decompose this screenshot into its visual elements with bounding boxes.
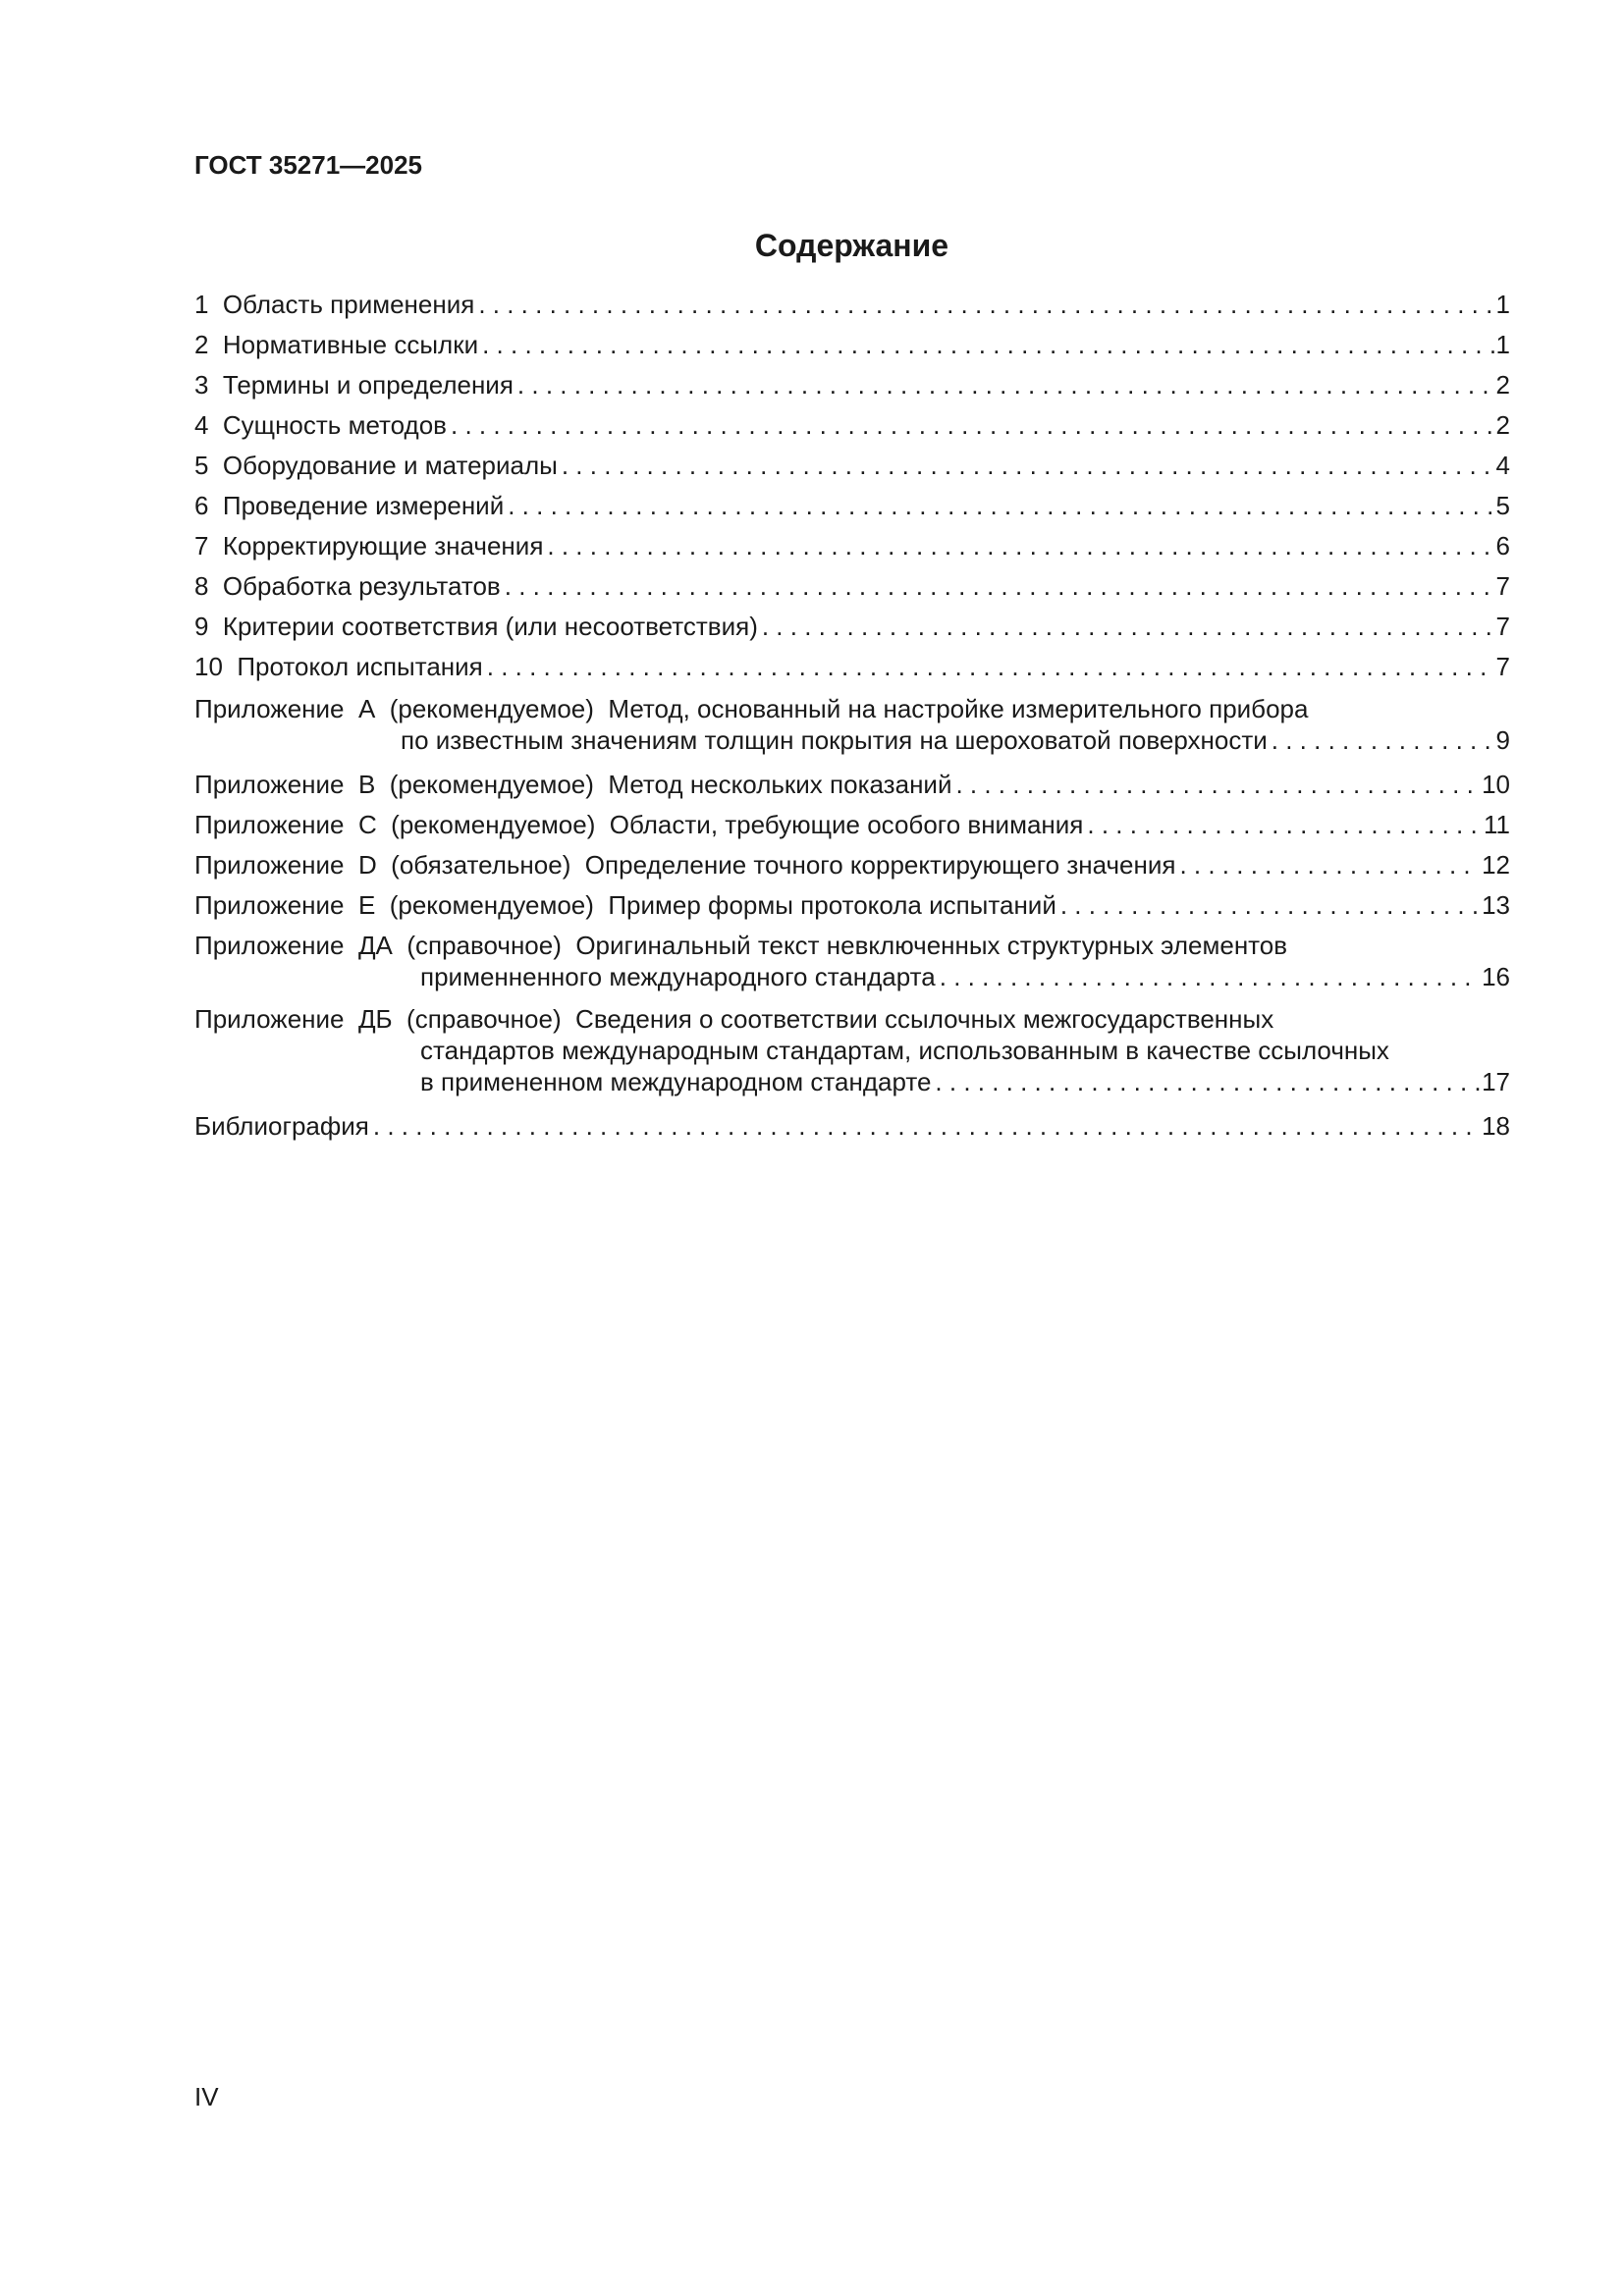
toc-entry-page: 5 bbox=[1495, 491, 1510, 520]
toc-entry-title-cont: применненного международного стандарта bbox=[420, 962, 936, 991]
toc-entry-title: 1 Область применения bbox=[194, 290, 475, 319]
toc-entry[interactable] bbox=[194, 651, 1510, 682]
toc-entry-page: 7 bbox=[1495, 612, 1510, 641]
toc-entry-title: 2 Нормативные ссылки bbox=[194, 330, 479, 359]
toc-entry-title: 8 Обработка результатов bbox=[194, 571, 501, 601]
document-code: ГОСТ 35271—2025 bbox=[194, 150, 422, 180]
toc-leader-dots bbox=[936, 961, 1480, 992]
toc-entry-annex-b[interactable] bbox=[194, 769, 1510, 800]
toc-leader-dots bbox=[514, 369, 1494, 400]
toc-entry[interactable] bbox=[194, 369, 1510, 400]
toc-title: Содержание bbox=[754, 228, 949, 263]
toc-entry-bibliography[interactable] bbox=[194, 1110, 1510, 1142]
toc-entry-page: 7 bbox=[1495, 571, 1510, 601]
toc-entry-title: 7 Корректирующие значения bbox=[194, 531, 544, 561]
toc-entry-page: 9 bbox=[1495, 725, 1510, 755]
toc-entry-title: 3 Термины и определения bbox=[194, 370, 514, 400]
toc-entry-title: 4 Сущность методов bbox=[194, 410, 447, 440]
toc-entry[interactable] bbox=[194, 611, 1510, 642]
toc-entry-page: 1 bbox=[1495, 290, 1510, 319]
toc-entry-title: Приложение Е (рекомендуемое) Пример формы протокола испытаний bbox=[194, 890, 1056, 920]
toc-entry-title: Приложение В (рекомендуемое) Метод нескольких показаний bbox=[194, 770, 952, 799]
toc-entry-title: Приложение D (обязательное) Определение точного корректирующего значения bbox=[194, 850, 1176, 880]
toc-entry-page: 17 bbox=[1482, 1067, 1510, 1096]
toc-entry[interactable] bbox=[194, 490, 1510, 521]
toc-entry-title: Приложение С (рекомендуемое) Области, требующие особого внимания bbox=[194, 810, 1084, 839]
toc-entry-title-cont: стандартов международным стандартам, использованным в качестве ссылочных bbox=[420, 1036, 1389, 1065]
toc-leader-dots bbox=[504, 490, 1493, 521]
toc-leader-dots bbox=[1083, 809, 1482, 840]
toc-entry-page: 7 bbox=[1495, 652, 1510, 681]
toc-entry-page: 16 bbox=[1482, 962, 1510, 991]
toc-leader-dots bbox=[369, 1110, 1480, 1142]
toc-leader-dots bbox=[1056, 889, 1480, 921]
toc-entry-title: Приложение А (рекомендуемое) Метод, основанный на настройке измерительного прибора bbox=[194, 694, 1309, 723]
toc-entry[interactable] bbox=[194, 409, 1510, 441]
toc-entry[interactable] bbox=[194, 450, 1510, 481]
toc-entry-annex-da[interactable] bbox=[194, 930, 1510, 992]
toc-leader-dots bbox=[478, 329, 1493, 360]
toc-entry-title: 6 Проведение измерений bbox=[194, 491, 505, 520]
toc-entry-title: Приложение ДБ (справочное) Сведения о соответствии ссылочных межгосударственных bbox=[194, 1004, 1274, 1034]
toc-entry-page: 1 bbox=[1495, 330, 1510, 359]
toc-entry-page: 11 bbox=[1484, 810, 1510, 839]
toc-entry-title: Библиография bbox=[194, 1111, 369, 1141]
toc-entry-title: Приложение ДА (справочное) Оригинальный текст невключенных структурных элементов bbox=[194, 931, 1288, 960]
toc-leader-dots bbox=[543, 530, 1493, 561]
toc-entry-title-cont: в примененном международном стандарте bbox=[420, 1067, 932, 1096]
toc-entry-annex-c[interactable] bbox=[194, 809, 1510, 840]
toc-leader-dots bbox=[501, 570, 1494, 602]
toc-entry-title: 5 Оборудование и материалы bbox=[194, 451, 558, 480]
toc-entry-annex-e[interactable] bbox=[194, 889, 1510, 921]
toc-leader-dots bbox=[1268, 724, 1494, 756]
toc-leader-dots bbox=[1175, 849, 1480, 881]
toc-entry[interactable] bbox=[194, 329, 1510, 360]
toc-entry-annex-a[interactable] bbox=[194, 693, 1510, 756]
toc-entry-title: 9 Критерии соответствия (или несоответствия) bbox=[194, 612, 758, 641]
toc-leader-dots bbox=[951, 769, 1480, 800]
toc-entry-page: 18 bbox=[1482, 1111, 1510, 1141]
toc-entry-page: 13 bbox=[1482, 890, 1510, 920]
toc-entry-page: 12 bbox=[1482, 850, 1510, 880]
toc-entry[interactable] bbox=[194, 289, 1510, 320]
toc-entry[interactable] bbox=[194, 530, 1510, 561]
toc-leader-dots bbox=[931, 1066, 1480, 1097]
toc-entry-page: 10 bbox=[1482, 770, 1510, 799]
toc-entry-annex-db[interactable] bbox=[194, 1003, 1510, 1097]
toc-entry-page: 2 bbox=[1495, 370, 1510, 400]
toc-entry-annex-d[interactable] bbox=[194, 849, 1510, 881]
toc-leader-dots bbox=[447, 409, 1494, 441]
toc-leader-dots bbox=[758, 611, 1494, 642]
toc-entry-page: 6 bbox=[1495, 531, 1510, 561]
toc-entry[interactable] bbox=[194, 570, 1510, 602]
page-number: IV bbox=[194, 2082, 219, 2111]
toc-entry-page: 4 bbox=[1495, 451, 1510, 480]
toc-leader-dots bbox=[558, 450, 1494, 481]
toc-leader-dots bbox=[483, 651, 1494, 682]
toc-leader-dots bbox=[474, 289, 1493, 320]
toc-entry-title-cont: по известным значениям толщин покрытия на шероховатой поверхности bbox=[401, 725, 1268, 755]
toc-entry-title: 10 Протокол испытания bbox=[194, 652, 483, 681]
toc-entry-page: 2 bbox=[1495, 410, 1510, 440]
